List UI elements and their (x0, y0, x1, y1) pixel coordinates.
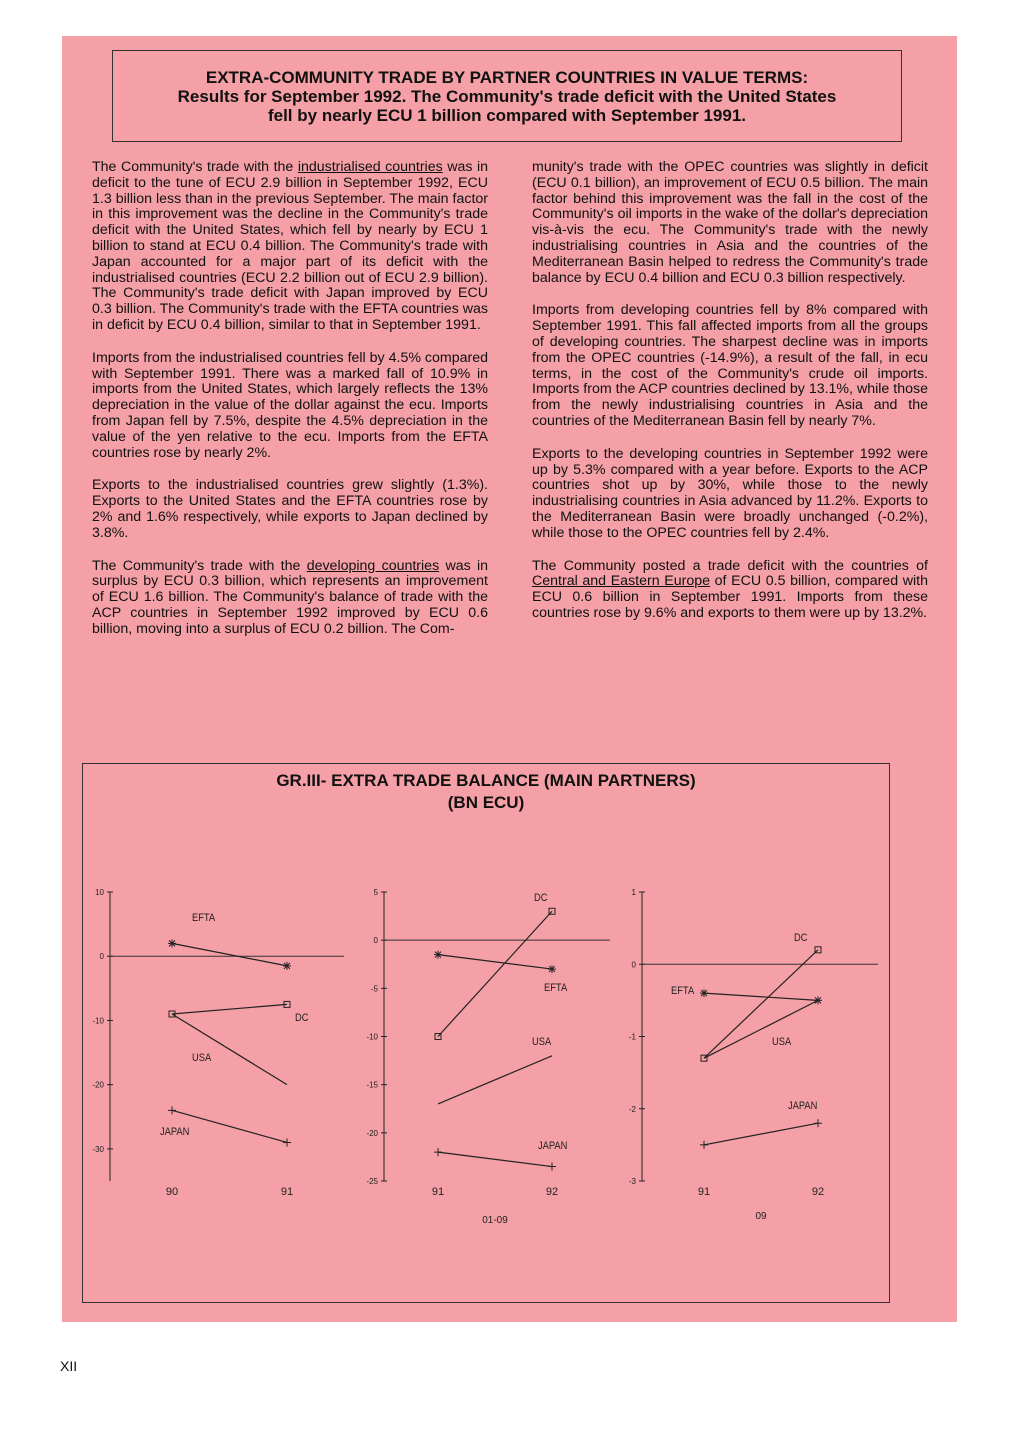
x-tick-label: 91 (431, 1186, 445, 1198)
chart-title-line-1: GR.III- EXTRA TRADE BALANCE (MAIN PARTNERS) (276, 771, 696, 790)
y-tick-label: -3 (628, 1177, 636, 1186)
y-tick-label: 0 (631, 960, 636, 970)
left-paragraph-1: The Community's trade with the industrialised countries was in deficit to the tune of ECU 2.9 billion in September 1992, ECU 1.3 billion less than in the previous September. The main factor in this improvement was the decline in the Community's trade deficit with the United States, which fell by nearly by ECU 1 billion to stand at ECU 0.4 billion. The Community's trade with Japan accounted for a major part of its deficit with the industrialised countries (ECU 2.2 billion out of ECU 2.9 billion). The Community's trade deficit with Japan improved by ECU 0.3 billion. The Community's trade with the EFTA countries was in deficit by ECU 0.4 billion, similar to that in September 1991. (92, 159, 488, 333)
series-line-usa (704, 1000, 818, 1058)
chart-title-line-2: (BN ECU) (447, 793, 525, 812)
x-tick-label: 91 (280, 1186, 294, 1198)
series-line-efta (172, 943, 287, 965)
series-label-usa: USA (772, 1036, 792, 1049)
right-text-column (532, 160, 928, 639)
series-label-efta: EFTA (192, 912, 216, 925)
series-line-efta (704, 993, 818, 1000)
chart-panel-3 (629, 888, 878, 1222)
x-tick-label: 92 (811, 1186, 825, 1198)
left-paragraph-2: Imports from the industrialised countries fell by 4.5% compared with September 1991. There was a marked fall of 10.9% in imports from the United States, which largely reflects the 13% depreciation in the value of the dollar against the ecu. Imports from Japan fell by 7.5%, despite the 4.5% depreciation in the value of the yen relative to the ecu. Imports from the EFTA countries rose by nearly 2%. (92, 349, 488, 461)
data-point-japan (700, 1141, 708, 1149)
series-line-dc (172, 1004, 287, 1014)
left-paragraph-4: The Community's trade with the developing countries was in surplus by ECU 0.3 billion, which represents an improvement of ECU 1.6 billion. The Community's balance of trade with the ACP countries in September 1992 improved by ECU 0.6 billion, moving into a surplus of ECU 0.2 billion. The Com- (92, 557, 489, 637)
series-line-usa (172, 1014, 287, 1085)
data-point-japan (434, 1148, 442, 1156)
title-box (112, 50, 902, 142)
series-label-japan: JAPAN (538, 1140, 568, 1153)
y-tick-label: -5 (370, 984, 378, 994)
x-tick-label: 90 (165, 1186, 179, 1198)
x-tick-label: 91 (697, 1186, 711, 1198)
y-tick-label: -30 (92, 1144, 104, 1154)
y-tick-label: -20 (92, 1080, 104, 1090)
title-line-3: fell by nearly ECU 1 billion compared with September 1991. (267, 105, 747, 125)
series-line-dc (438, 911, 552, 1036)
page-number: XII (60, 1358, 78, 1374)
data-point-efta (700, 989, 708, 997)
series-line-japan (704, 1123, 818, 1145)
title-line-2: Results for September 1992. The Community's trade deficit with the United States (177, 86, 837, 106)
y-tick-label: 5 (373, 888, 378, 897)
y-tick-label: -20 (366, 1128, 378, 1138)
data-point-japan (168, 1106, 176, 1114)
y-tick-label: -1 (628, 1032, 636, 1042)
data-point-efta (548, 965, 556, 973)
y-tick-label: -25 (366, 1177, 378, 1186)
right-paragraph-2: Imports from developing countries fell by 8% compared with September 1991. This fall affected imports from all the groups of developing countries. The sharpest decline was in imports from the OPEC countries (-14.9%), a result of the fall, in ecu terms, in the cost of the Community's crude oil imports. Imports from the ACP countries declined by 13.1%, while those from the newly industrialising countries in Asia and the countries of the Mediterranean Basin fell by nearly 7%. (532, 302, 928, 429)
underlined-term: Central and Eastern Europe (532, 573, 711, 590)
series-line-dc (704, 950, 818, 1058)
series-label-usa: USA (192, 1052, 212, 1065)
data-point-japan (548, 1163, 556, 1171)
left-paragraph-3: Exports to the industrialised countries grew slightly (1.3%). Exports to the United States and the EFTA countries rose by 2% and 1.6% respectively, while exports to Japan declined by 3.8%. (92, 477, 488, 541)
data-point-efta (283, 962, 291, 970)
y-tick-label: 10 (95, 888, 104, 897)
series-label-dc: DC (794, 932, 808, 945)
data-point-japan (814, 1119, 822, 1127)
data-point-japan (283, 1138, 291, 1146)
series-label-efta: EFTA (671, 985, 695, 998)
series-line-usa (438, 1056, 552, 1104)
data-point-efta (168, 939, 176, 947)
series-label-japan: JAPAN (160, 1126, 190, 1139)
series-line-japan (438, 1152, 552, 1166)
series-label-japan: JAPAN (788, 1100, 818, 1113)
data-point-efta (434, 951, 442, 959)
y-tick-label: 0 (99, 952, 104, 962)
chart-panel-2 (366, 888, 610, 1226)
right-paragraph-1: munity's trade with the OPEC countries was slightly in deficit (ECU 0.1 billion), an improvement of ECU 0.5 billion. The main factor behind this improvement was the fall in the cost of the Community's oil imports in the wake of the dollar's depreciation vis-à-vis the ecu. The Community's trade with the newly industrialising countries in Asia and the countries of the Mediterranean Basin helped to redress the Community's trade balance by ECU 0.4 billion and ECU 0.3 billion respectively. (532, 159, 928, 286)
y-tick-label: -2 (628, 1104, 636, 1114)
x-axis-label: 01-09 (482, 1215, 508, 1226)
x-tick-label: 92 (545, 1186, 559, 1198)
y-tick-label: 0 (373, 936, 378, 946)
y-tick-label: -10 (366, 1032, 378, 1042)
chart-panel-1 (92, 888, 344, 1198)
series-line-efta (438, 955, 552, 969)
underlined-term: developing countries (306, 557, 440, 574)
y-tick-label: -15 (366, 1080, 378, 1090)
left-text-column (92, 160, 488, 655)
series-label-efta: EFTA (544, 982, 568, 995)
title-line-1: EXTRA-COMMUNITY TRADE BY PARTNER COUNTRIES IN VALUE TERMS: (205, 67, 809, 87)
series-label-dc: DC (534, 892, 548, 905)
x-axis-label: 09 (755, 1211, 767, 1222)
series-label-usa: USA (532, 1036, 552, 1049)
y-tick-label: 1 (631, 888, 636, 897)
trade-balance-charts (82, 763, 890, 1303)
right-paragraph-4: The Community posted a trade deficit with the countries of Central and Eastern Europe of ECU 0.5 billion, compared with ECU 0.6 billion in September 1991. Imports from these countries rose by 9.6% and exports to them were up by 13.2%. (532, 557, 928, 621)
underlined-term: industrialised countries (297, 159, 443, 175)
y-tick-label: -10 (92, 1016, 104, 1026)
right-paragraph-3: Exports to the developing countries in September 1992 were up by 5.3% compared with a year before. Exports to the ACP countries shot up by 30%, while those to the newly industrialising countries in Asia advanced by 11.2%. Exports to the Mediterranean Basin were broadly unchanged (-0.2%), while those to the OPEC countries fell by 2.4%. (532, 445, 928, 541)
series-label-dc: DC (295, 1012, 309, 1025)
